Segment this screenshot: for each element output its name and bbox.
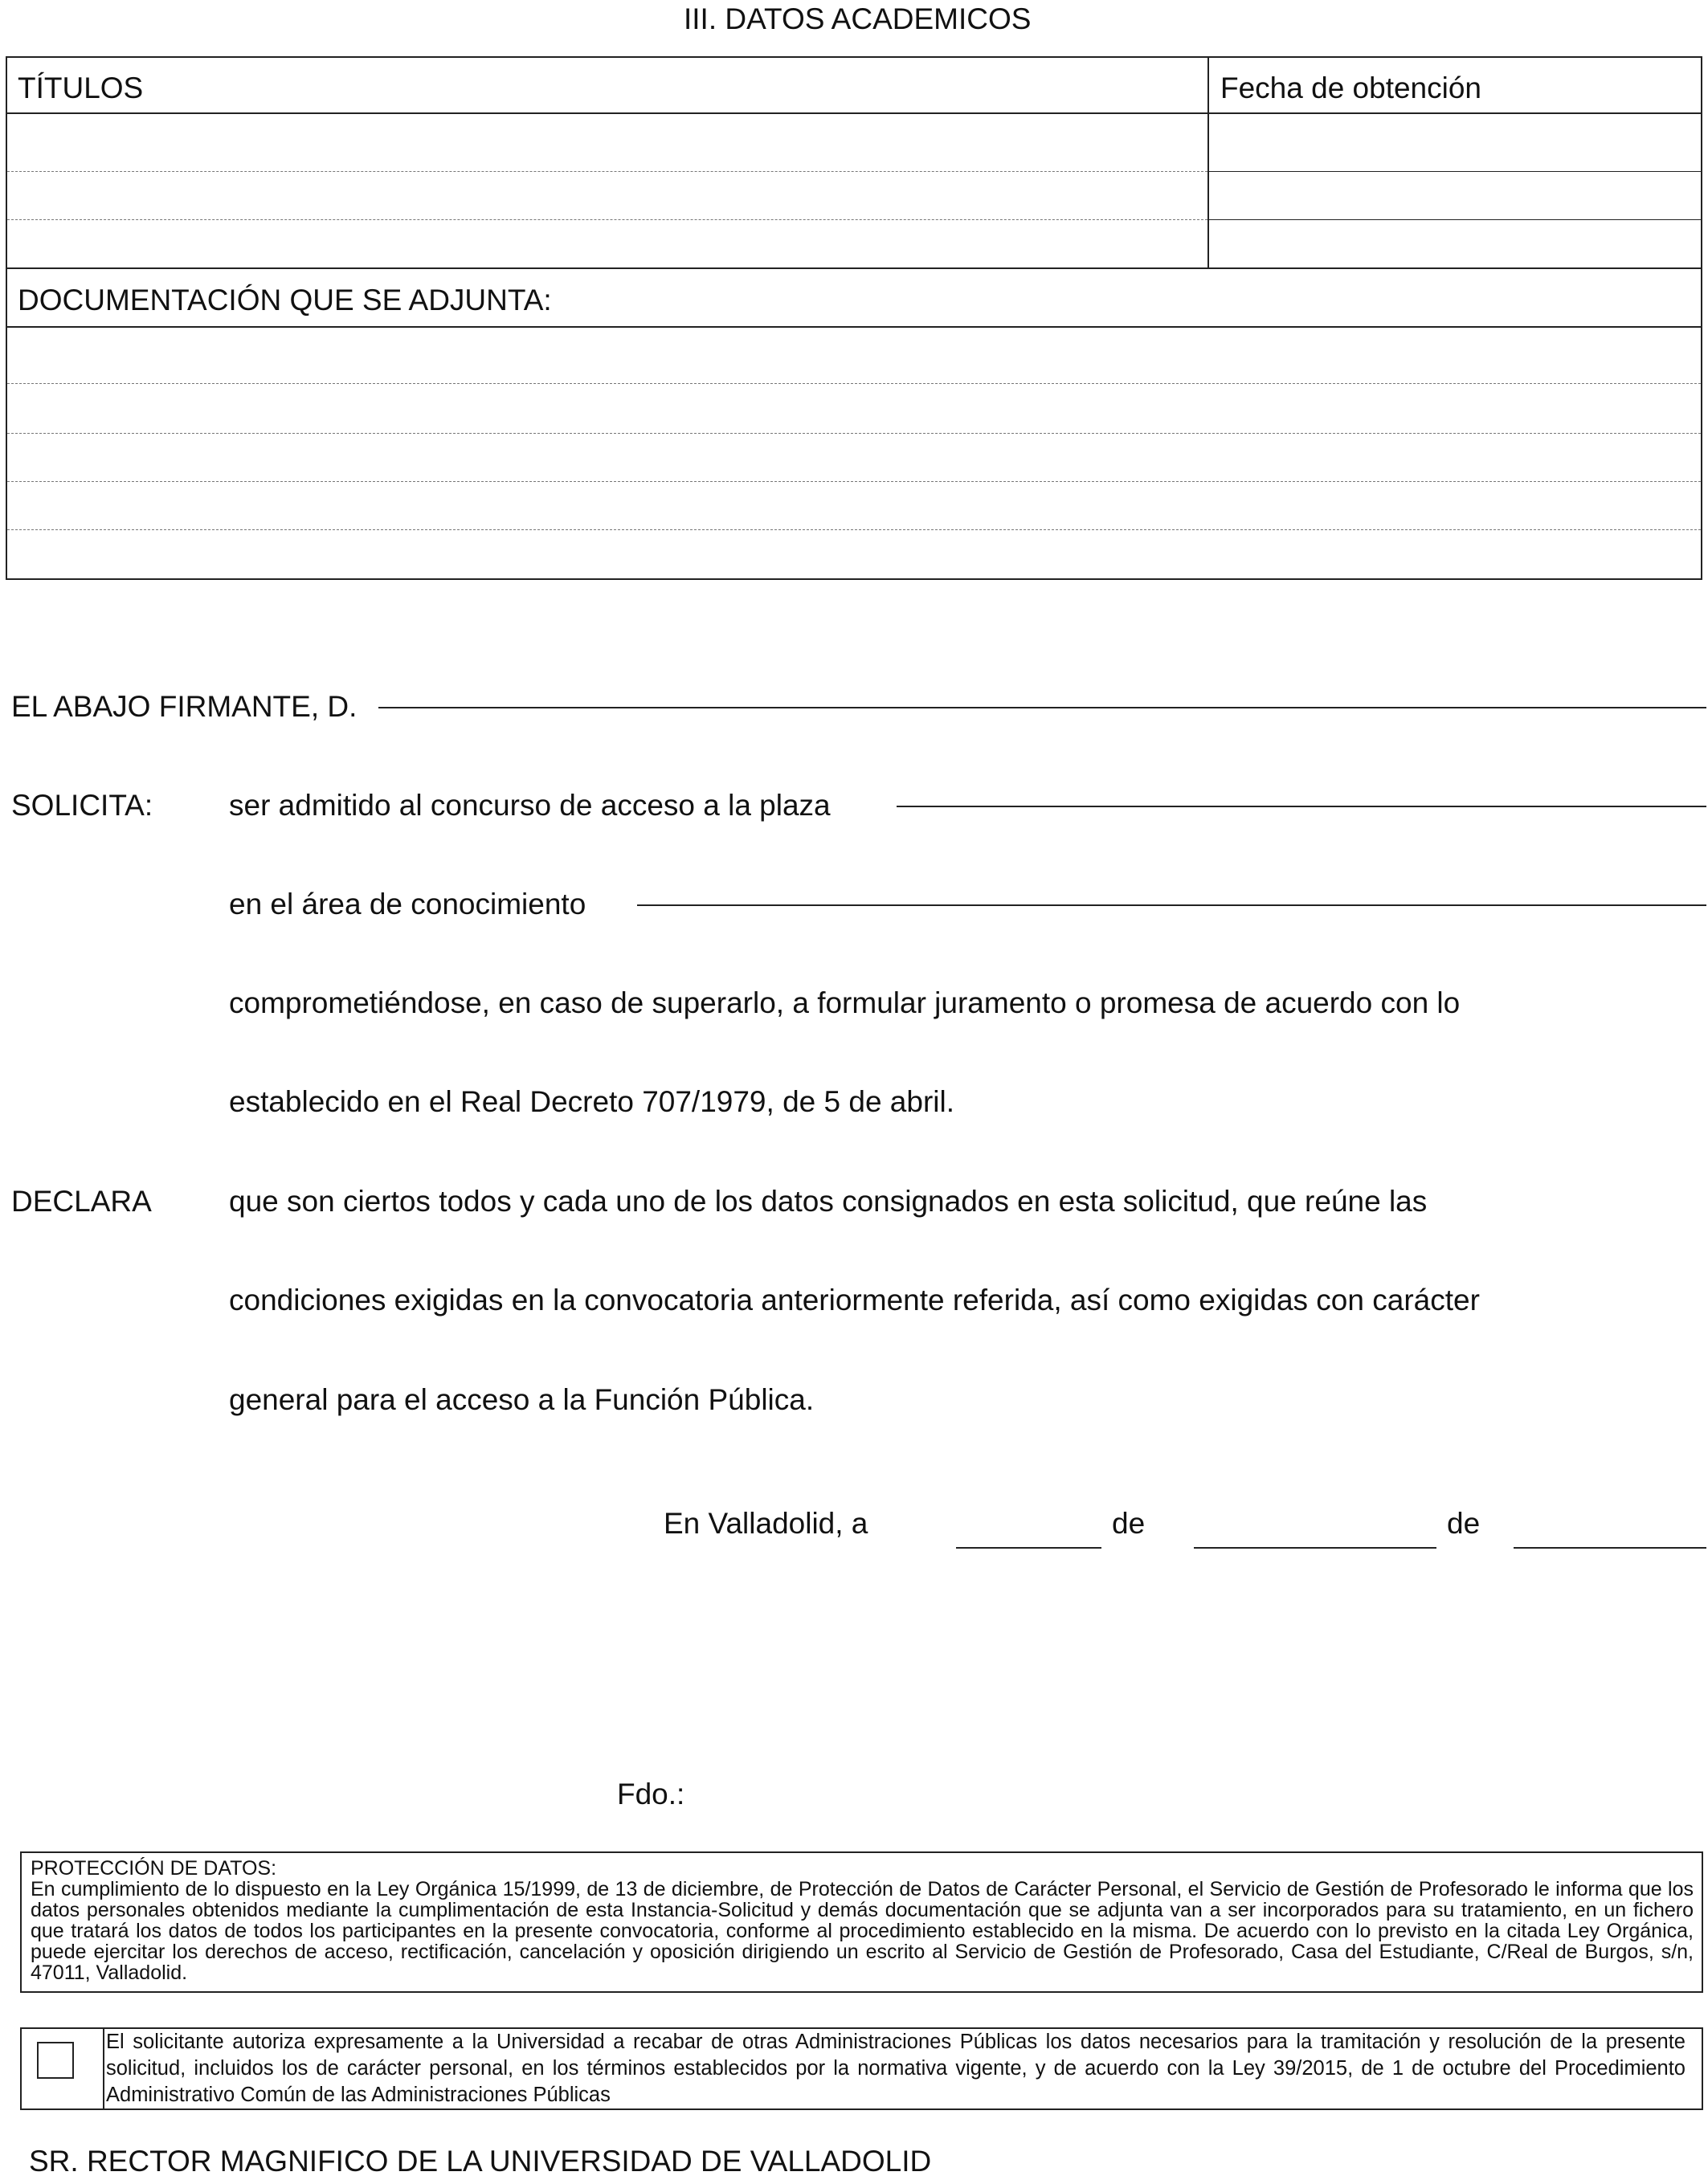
plaza-field[interactable] [897,806,1706,807]
authorization-text: El solicitante autoriza expresamente a la Universidad a recabar de otras Administraciones Públicas los datos necesarios para la tramitación y resolución de la presente solicitud, incluidos los de carácter personal, en los términos establecidos por la normativa vigente, y de acuerdo con la Ley 39/2015, de 1 de octubre del Procedimiento Administrativo Común de las Administraciones Públicas [106,2031,1686,2106]
addressee: SR. RECTOR MAGNIFICO DE LA UNIVERSIDAD DE VALLADOLID [29,2145,932,2178]
solicita-line-4: establecido en el Real Decreto 707/1979, de 5 de abril. [229,1085,954,1118]
solicita-line-3: comprometiéndose, en caso de superarlo, a formular juramento o promesa de acuerdo con lo [229,986,1461,1019]
date-de-label-1: de [1112,1507,1146,1540]
authorization-checkbox[interactable] [37,2042,74,2079]
solicita-label: SOLICITA: [11,789,153,822]
titles-column-header: TÍTULOS [18,71,144,104]
signer-name-field[interactable] [378,707,1706,708]
section-title: III. DATOS ACADEMICOS [684,2,1032,35]
data-protection-title: PROTECCIÓN DE DATOS: [31,1857,277,1880]
data-protection-text: En cumplimiento de lo dispuesto en la Ley Orgánica 15/1999, de 13 de diciembre, de Protección de Datos de Carácter Personal, el Servicio de Gestión de Profesorado le informa que los datos personales obtenidos mediante la cumplimentación de esta Instancia-Solicitud y demás documentación que se adjunta van a ser incorporados para su tratamiento, en un fichero que tratará los datos de todos los participantes en la presente convocatoria, conforme al procedimiento establecido en la misma. De acuerdo con lo previsto en la citada Ley Orgánica, puede ejercitar los derechos de acceso, rectificación, cancelación y oposición dirigiendo un escrito al Servicio de Gestión de Profesorado, Casa del Estudiante, C/Real de Burgos, s/n, 47011, Valladolid. [31,1878,1694,1984]
date-place-label: En Valladolid, a [664,1507,868,1540]
year-field[interactable] [1514,1547,1706,1549]
day-field[interactable] [956,1547,1101,1549]
date-column-header: Fecha de obtención [1220,71,1482,104]
documents-label: DOCUMENTACIÓN QUE SE ADJUNTA: [18,284,552,316]
declara-label: DECLARA [11,1185,152,1218]
declara-line-3: general para el acceso a la Función Pública. [229,1383,815,1416]
date-de-label-2: de [1447,1507,1481,1540]
area-conocimiento-field[interactable] [637,904,1706,906]
data-protection-box [20,1851,1703,1993]
documents-entry-field[interactable] [7,328,1701,578]
month-field[interactable] [1194,1547,1436,1549]
solicita-line-1: ser admitido al concurso de acceso a la plaza [229,789,831,822]
authorization-divider [103,2027,104,2110]
titles-entry-field[interactable] [7,114,1206,267]
declara-line-2: condiciones exigidas en la convocatoria anteriormente referida, así como exigidas con carácter [229,1284,1480,1317]
date-entry-field[interactable] [1209,114,1701,267]
signature-label: Fdo.: [617,1778,685,1810]
signature-field[interactable] [699,1763,1422,1819]
solicita-line-2: en el área de conocimiento [229,888,586,921]
declara-line-1: que son ciertos todos y cada uno de los datos consignados en esta solicitud, que reúne las [229,1185,1428,1218]
signer-label: EL ABAJO FIRMANTE, D. [11,690,358,723]
